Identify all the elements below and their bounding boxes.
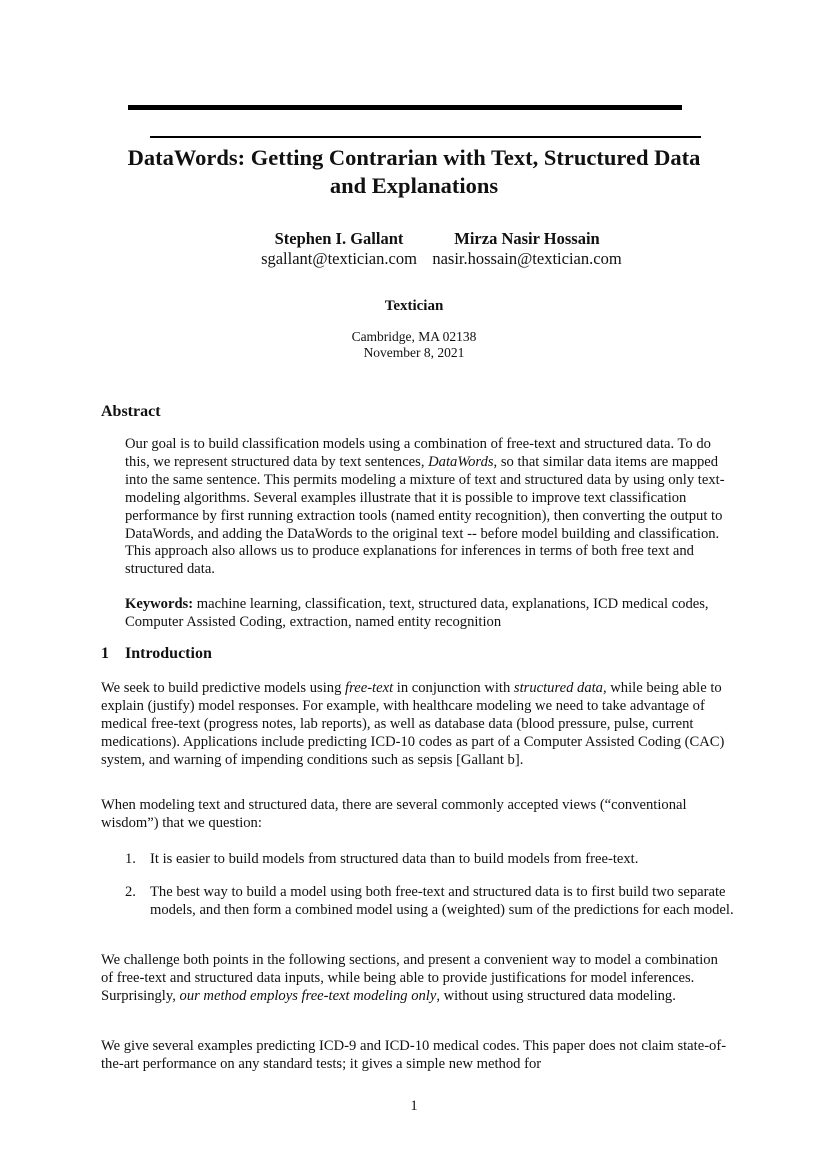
address-block <box>0 329 828 361</box>
text-part: We seek to build predictive models using <box>101 680 346 696</box>
author-2 <box>430 229 624 269</box>
text-part: , while being able to explain (justify) model responses. For example, with healthcare modeling we need to take advantage of medical free-text (progress notes, lab reports), as well as database data (blood pressure, pulse, current medications). Applications include predicting ICD-10 codes as part of a Computer Assisted Coding (CAC) system, and warning of impending conditions such as sepsis [Gallant b]. <box>101 680 725 768</box>
author-name: Mirza Nasir Hossain <box>454 229 600 248</box>
author-1 <box>240 229 438 269</box>
section-title: Introduction <box>125 645 212 662</box>
text-part: We challenge both points in the following sections, and present a convenient way to model a combination of free-text and structured data inputs, while being able to provide justifications for model inferences. Surprisingly, <box>101 952 718 1004</box>
list-number: 1. <box>125 851 136 867</box>
title-line-1: DataWords: Getting Contrarian with Text, Structured Data <box>127 145 701 170</box>
intro-paragraph-4: We give several examples predicting ICD-9 and ICD-10 medical codes. This paper does not claim state-of-the-art performance on any standard tests; it gives a simple new method for <box>101 1038 727 1072</box>
author-name: Stephen I. Gallant <box>274 229 404 248</box>
emphasis: structured data <box>513 680 603 696</box>
page-number: 1 <box>410 1098 418 1114</box>
abstract-emphasis: DataWords <box>428 453 494 470</box>
abstract-text <box>125 436 735 579</box>
list-text: It is easier to build models from structured data than to build models from free-text. <box>150 851 639 867</box>
date: November 8, 2021 <box>363 345 465 360</box>
list-item <box>125 851 735 869</box>
address: Cambridge, MA 02138 <box>351 329 477 344</box>
title-line-2: and Explanations <box>329 173 499 198</box>
intro-paragraph-3 <box>101 952 729 1006</box>
keywords-label: Keywords: <box>125 596 194 612</box>
list-number: 2. <box>125 884 136 900</box>
abstract-text-part: Our goal is to build classification models using a combination of free-text and structured data. To do this, we represent structured data by text sentences, <box>125 436 711 470</box>
text-part: , without using structured data modeling. <box>436 987 676 1004</box>
section-heading <box>101 644 212 664</box>
list-text: The best way to build a model using both free-text and structured data is to first build two separate models, and then form a combined model using a (weighted) sum of the predictions for each model. <box>150 884 734 918</box>
paper-title <box>90 144 738 200</box>
keywords <box>125 596 735 632</box>
affiliation: Textician <box>384 298 444 314</box>
intro-paragraph-2: When modeling text and structured data, there are several commonly accepted views (“conventional wisdom”) that we question: <box>101 797 687 831</box>
author-email: sgallant@textician.com <box>261 249 417 268</box>
section-number: 1 <box>101 645 109 662</box>
abstract-text-part: , so that similar data items are mapped into the same sentence. This permits modeling a mixture of text and structured data by using only text-modeling algorithms. Several examples illustrate that it is possible to improve text classification performance by first running extraction tools (named entity recognition), then converting the output to DataWords, and adding the DataWords to the original text -- before model building and classification. This approach also allows us to produce explanations for inferences in terms of both free text and structured data. <box>125 453 725 578</box>
keywords-text: machine learning, classification, text, structured data, explanations, ICD medical codes, Computer Assisted Coding, extraction, named entity recognition <box>125 596 709 630</box>
abstract-heading: Abstract <box>101 403 161 420</box>
title-rule-top <box>128 105 682 110</box>
text-part: in conjunction with <box>393 680 514 696</box>
list-item <box>125 884 735 920</box>
author-email: nasir.hossain@textician.com <box>432 249 622 268</box>
title-rule-bottom <box>150 136 701 138</box>
intro-paragraph-1 <box>101 680 729 770</box>
emphasis: our method employs free-text modeling only <box>179 987 437 1004</box>
emphasis: free-text <box>345 680 394 696</box>
